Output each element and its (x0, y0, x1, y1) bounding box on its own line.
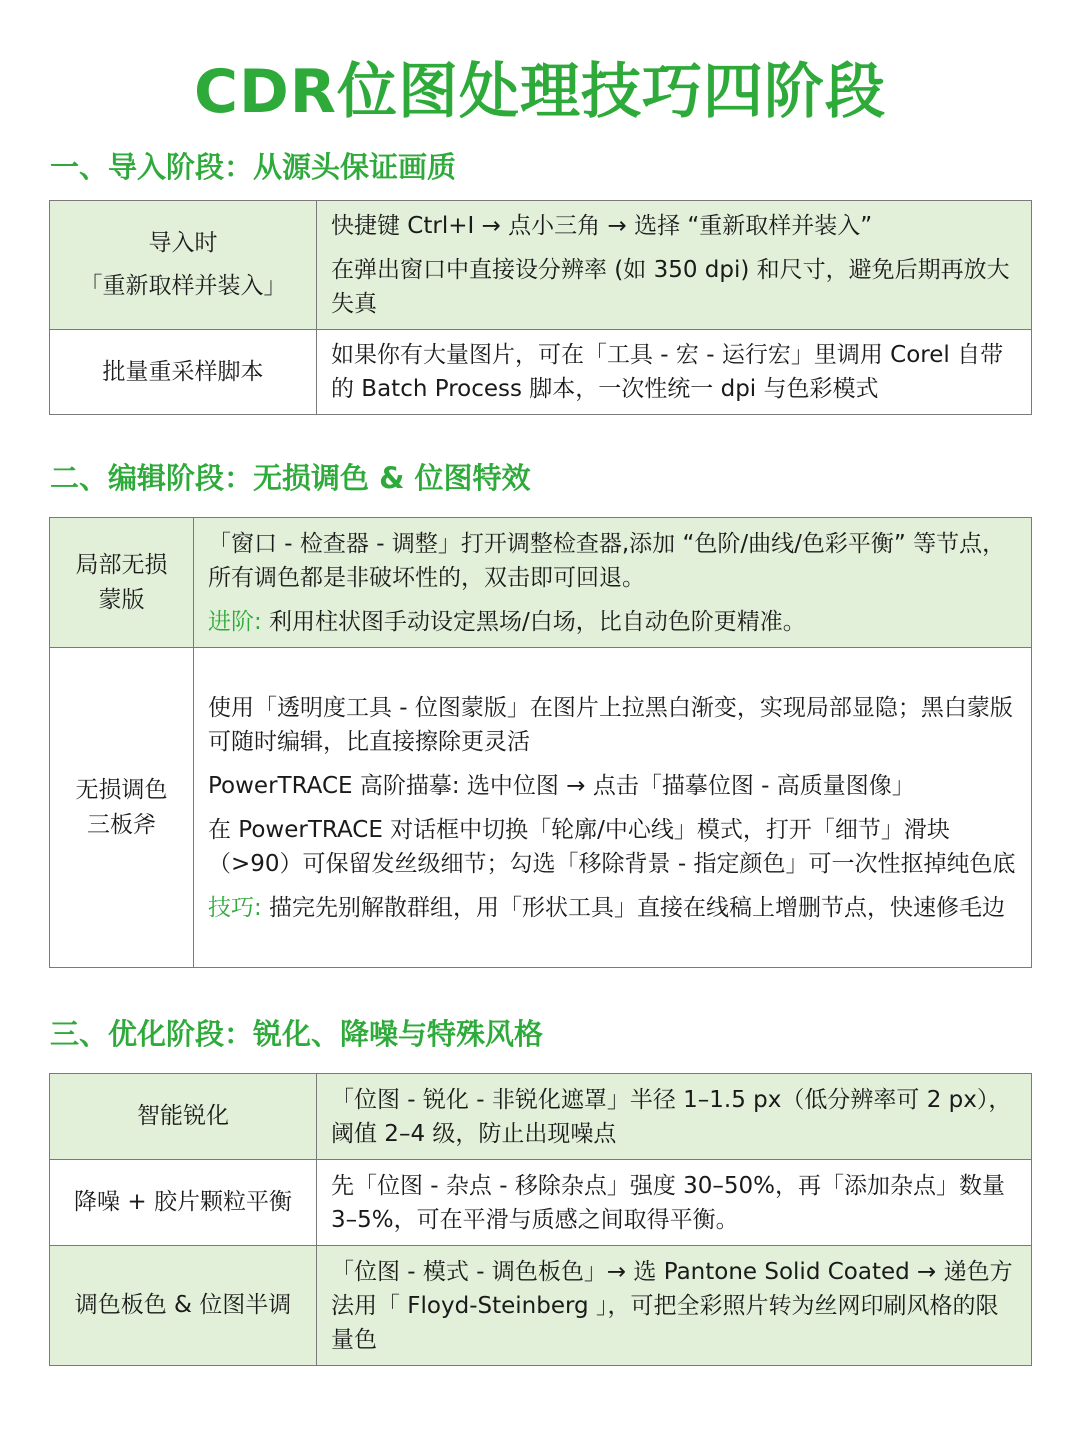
content-paragraph: 「位图 - 锐化 - 非锐化遮罩」半径 1–1.5 px（低分辨率可 2 px）， 阈值 2–4 级，防止出现噪点 (331, 1086, 1012, 1147)
page-title: CDR位图处理技巧四阶段 (193, 57, 887, 127)
table-optimize (49, 1073, 1032, 1366)
content-paragraph: 「位图 - 模式 - 调色板色」→ 选 Pantone Solid Coated → 递色方法用「 Floyd-Steinberg 」，可把全彩照片转为丝网印刷风格的限量色 (331, 1258, 1013, 1353)
content-paragraph (208, 605, 1021, 639)
table-import (49, 200, 1032, 415)
table-row (50, 1074, 1032, 1160)
row-label (50, 1074, 317, 1160)
row-label-line: 批量重采样脚本 (102, 358, 264, 385)
row-label (50, 1246, 317, 1366)
row-content (317, 1246, 1032, 1366)
content-paragraph: 快捷键 Ctrl+I → 点小三角 → 选择 “重新取样并装入” (331, 213, 873, 239)
tip-text: 利用柱状图手动设定黑场/白场，比自动色阶更精准。 (261, 608, 806, 635)
row-label (50, 1160, 317, 1246)
table-edit (49, 517, 1032, 968)
content-paragraph: 「窗口 - 检查器 - 调整」打开调整检查器,添加 “色阶/曲线/色彩平衡” 等节点，所有调色都是非破坏性的，双击即可回退。 (208, 530, 1006, 591)
table-row (50, 518, 1032, 648)
tip-label: 进阶: (208, 608, 262, 635)
section-heading-import: 一、导入阶段：从源头保证画质 (50, 150, 457, 184)
content-paragraph: 先「位图 - 杂点 - 移除杂点」强度 30–50%，再「添加杂点」数量 3–5%，可在平滑与质感之间取得平衡。 (331, 1172, 1006, 1233)
content-paragraph (208, 891, 1021, 925)
row-label-line: 智能锐化 (137, 1103, 229, 1129)
table-row (50, 330, 1032, 415)
row-label-line: 局部无损 (75, 551, 168, 578)
row-label-line: 导入时 (148, 230, 218, 256)
row-content (317, 1160, 1032, 1246)
row-label-line: 无损调色 (75, 776, 168, 803)
tip-label: 技巧: (208, 894, 262, 921)
table-row (50, 648, 1032, 968)
table-row (50, 1246, 1032, 1366)
tip-text: 描完先别解散群组，用「形状工具」直接在线稿上增删节点，快速修毛边 (261, 894, 1006, 921)
section-heading-optimize: 三、优化阶段：锐化、降噪与特殊风格 (50, 1017, 544, 1051)
row-label-line: 降噪 + 胶片颗粒平衡 (74, 1189, 292, 1215)
table-row (50, 1160, 1032, 1246)
content-paragraph: PowerTRACE 高阶描摹: 选中位图 → 点击「描摹位图 - 高质量图像」 (208, 772, 915, 799)
section-heading-edit: 二、编辑阶段：无损调色 & 位图特效 (50, 461, 531, 495)
row-content (194, 648, 1032, 968)
row-content (317, 330, 1032, 415)
row-content (194, 518, 1032, 648)
row-label-line: 调色板色 & 位图半调 (74, 1292, 292, 1318)
content-paragraph: 如果你有大量图片，可在「工具 - 宏 - 运行宏」里调用 Corel 自带的 Batch Process 脚本，一次性统一 dpi 与色彩模式 (331, 342, 1004, 402)
content-paragraph: 在 PowerTRACE 对话框中切换「轮廓/中心线」模式，打开「细节」滑块（>90）可保留发丝级细节；勾选「移除背景 - 指定颜色」可一次性抠掉纯色底 (208, 816, 1016, 877)
row-label-line: 三板斧 (87, 811, 156, 838)
content-paragraph: 使用「透明度工具 - 位图蒙版」在图片上拉黑白渐变，实现局部显隐；黑白蒙版可随时编辑，比直接擦除更灵活 (208, 694, 1013, 755)
row-content (317, 201, 1032, 330)
row-content (317, 1074, 1032, 1160)
row-label-line: 蒙版 (98, 586, 145, 613)
row-label (50, 518, 194, 648)
row-label (50, 201, 317, 330)
content-paragraph: 在弹出窗口中直接设分辨率 (如 350 dpi) 和尺寸，避免后期再放大失真 (331, 257, 1010, 317)
row-label (50, 330, 317, 415)
row-label (50, 648, 194, 968)
row-label-line: 「重新取样并装入」 (79, 273, 287, 299)
table-row (50, 201, 1032, 330)
